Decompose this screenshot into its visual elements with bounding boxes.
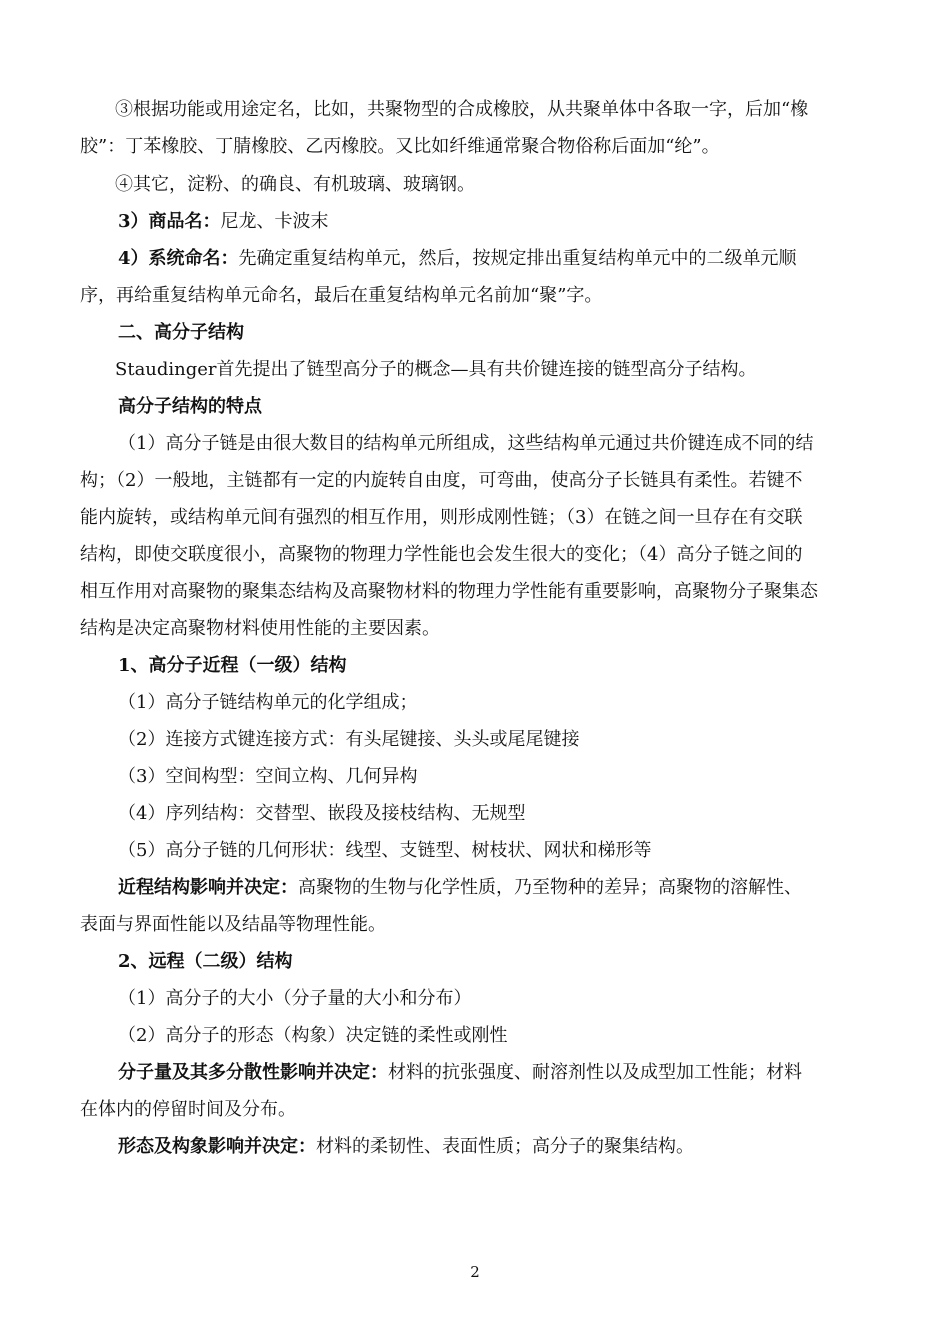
paragraph-line (115, 173, 475, 197)
body-text: 结构是决定高聚物材料使用性能的主要因素。 (80, 618, 440, 639)
paragraph-line (80, 135, 720, 159)
list-item (118, 1024, 507, 1048)
paragraph-line (80, 506, 802, 530)
body-text: ④其它，淀粉、的确良、有机玻璃、玻璃钢。 (115, 174, 475, 195)
body-text: 相互作用对高聚物的聚集态结构及高聚物材料的物理力学性能有重要影响，高聚物分子聚集态 (80, 581, 818, 602)
body-text: ③根据功能或用途定名，比如，共聚物型的合成橡胶，从共聚单体中各取一字，后加“橡 (115, 99, 809, 120)
paragraph-line (115, 98, 808, 122)
list-item (118, 987, 471, 1011)
section-label: 高分子结构的特点 (118, 396, 262, 417)
body-text: 材料的柔韧性、表面性质；高分子的聚集结构。 (316, 1136, 694, 1157)
body-text: 在体内的停留时间及分布。 (80, 1099, 296, 1120)
body-text: 高聚物的生物与化学性质，乃至物种的差异；高聚物的溶解性、 (298, 877, 802, 898)
body-text: 序，再给重复结构单元命名，最后在重复结构单元名前加“聚”字。 (80, 285, 603, 306)
body-text: 结构，即使交联度很小，高聚物的物理力学性能也会发生很大的变化；（4）高分子链之间的 (80, 544, 803, 565)
body-text: （2）高分子的形态（构象）决定链的柔性或刚性 (118, 1025, 508, 1046)
body-text: （2）连接方式键连接方式：有头尾键接、头头或尾尾键接 (118, 729, 580, 750)
section-label: 二、高分子结构 (118, 322, 244, 343)
list-item (118, 728, 579, 752)
body-text: Staudinger首先提出了链型高分子的概念—具有共价键连接的链型高分子结构。 (115, 359, 757, 380)
body-text: 表面与界面性能以及结晶等物理性能。 (80, 914, 386, 935)
paragraph-line (118, 210, 329, 234)
body-text: 材料的抗张强度、耐溶剂性以及成型加工性能；材料 (388, 1062, 802, 1083)
paragraph-line (80, 1098, 296, 1122)
body-text: 尼龙、卡波末 (220, 211, 329, 232)
body-text: 胶”：丁苯橡胶、丁腈橡胶、乙丙橡胶。又比如纤维通常聚合物俗称后面加“纶”。 (80, 136, 720, 157)
paragraph-line (80, 284, 602, 308)
section-label: 1、高分子近程（一级）结构 (118, 655, 347, 676)
section-label: 形态及构象影响并决定： (118, 1136, 316, 1157)
list-item (118, 802, 525, 826)
paragraph-line (115, 358, 757, 382)
paragraph-line (80, 913, 386, 937)
paragraph-line (118, 1061, 802, 1085)
body-text: （5）高分子链的几何形状：线型、支链型、树枝状、网状和梯形等 (118, 840, 652, 861)
section-label: 3）商品名： (118, 211, 221, 232)
section-heading (118, 950, 293, 974)
body-text: （1）高分子链结构单元的化学组成； (118, 692, 418, 713)
paragraph-line (118, 876, 802, 900)
section-label: 近程结构影响并决定： (118, 877, 298, 898)
section-heading (118, 321, 244, 345)
body-text: （1）高分子的大小（分子量的大小和分布） (118, 988, 472, 1009)
list-item (118, 765, 417, 789)
body-text: 能内旋转，或结构单元间有强烈的相互作用，则形成刚性链；（3）在链之间一旦存在有交联 (80, 507, 803, 528)
body-text: （1）高分子链是由很大数目的结构单元所组成，这些结构单元通过共价键连成不同的结 (118, 433, 814, 454)
body-text: （3）空间构型：空间立构、几何异构 (118, 766, 418, 787)
section-heading (118, 654, 347, 678)
page-number: 2 (470, 1263, 480, 1281)
paragraph-line (118, 432, 813, 456)
list-item (118, 691, 417, 715)
section-label: 分子量及其多分散性影响并决定： (118, 1062, 388, 1083)
body-text: 先确定重复结构单元，然后，按规定排出重复结构单元中的二级单元顺 (238, 248, 797, 269)
paragraph-line (80, 617, 440, 641)
section-label: 4）系统命名： (118, 248, 239, 269)
paragraph-line (80, 469, 802, 493)
body-text: （4）序列结构：交替型、嵌段及接枝结构、无规型 (118, 803, 526, 824)
paragraph-line (80, 543, 802, 567)
paragraph-line (118, 1135, 694, 1159)
section-heading (118, 395, 262, 419)
paragraph-line (118, 247, 797, 271)
paragraph-line (80, 580, 818, 604)
section-label: 2、远程（二级）结构 (118, 951, 293, 972)
body-text: 构；（2）一般地，主链都有一定的内旋转自由度，可弯曲，使高分子长链具有柔性。若键不 (80, 470, 803, 491)
list-item (118, 839, 651, 863)
